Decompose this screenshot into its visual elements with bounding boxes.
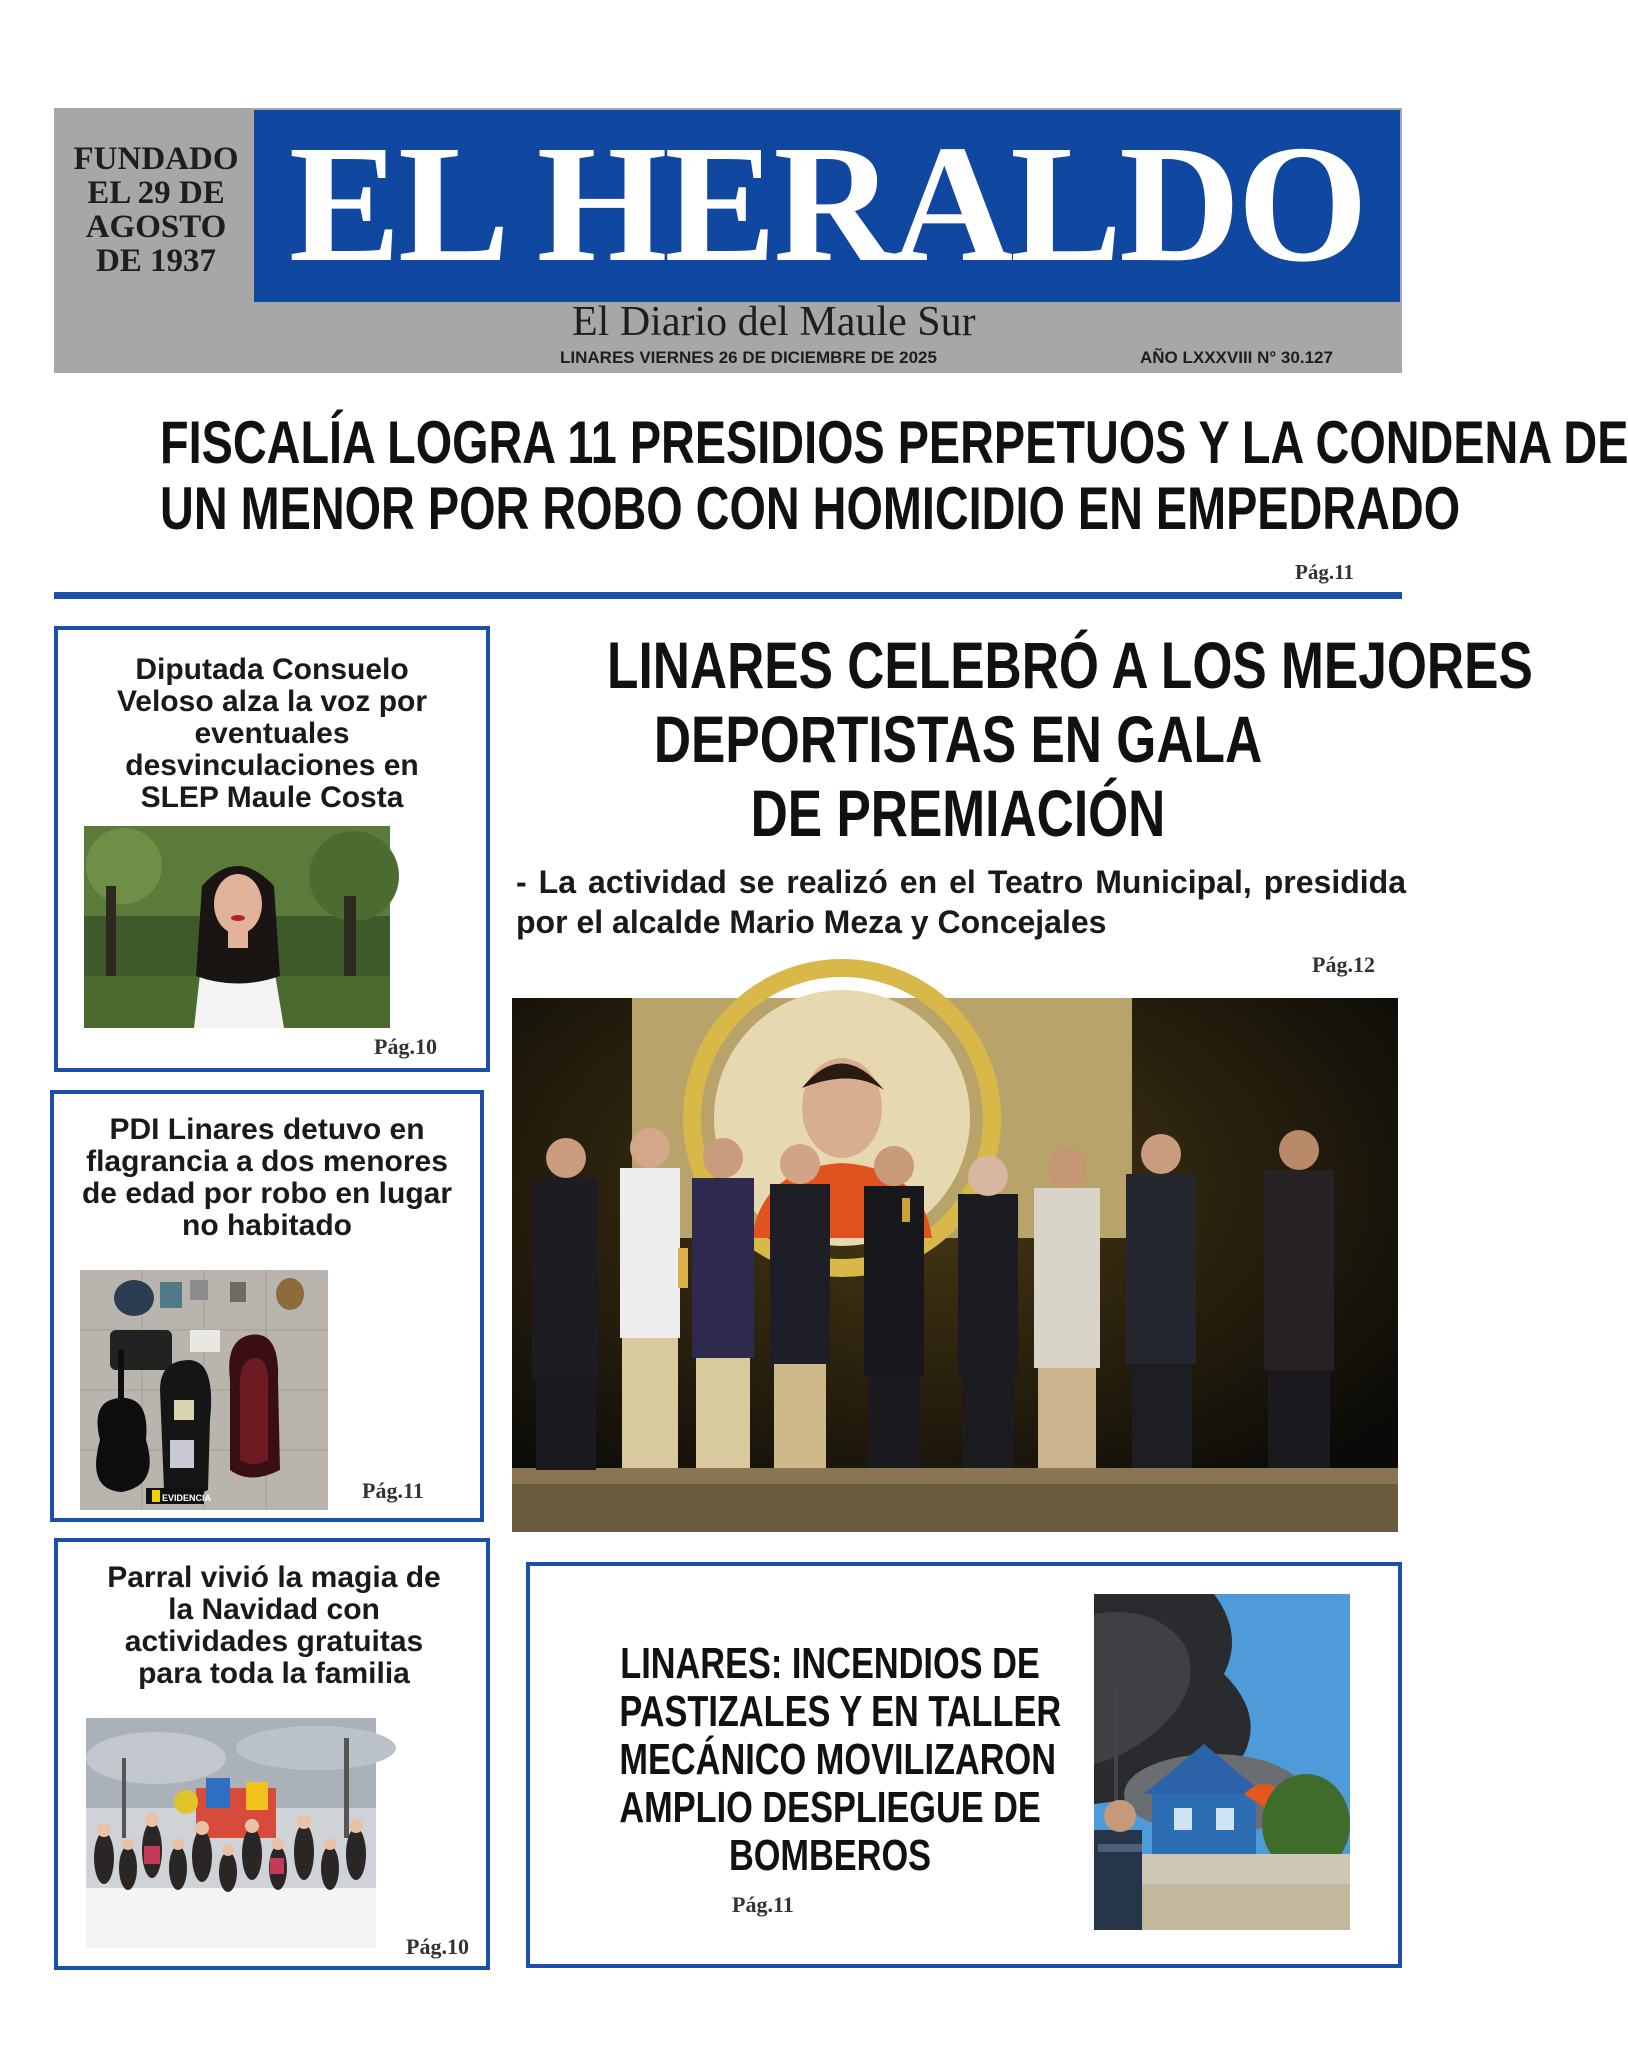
awards-gala-photo-image	[512, 998, 1398, 1532]
story-page-ref: Pág.11	[362, 1478, 424, 1503]
diputada-photo[interactable]	[84, 826, 390, 1028]
lead-headline-line: LINARES CELEBRÓ A LOS MEJORES	[607, 628, 1533, 702]
lead-page-ref: Pág.12	[1312, 952, 1375, 977]
story-headline	[58, 1114, 476, 1242]
story-headline-line: Parral vivió la magia de	[107, 1561, 441, 1594]
awards-gala-photo[interactable]	[512, 998, 1398, 1532]
founded-note	[66, 142, 246, 278]
lead-headline-line: DEPORTISTAS EN GALA	[653, 702, 1263, 776]
story-box-diputada[interactable]	[54, 626, 490, 1072]
parral-photo-image	[86, 1718, 376, 1948]
story-headline-line: actividades gratuitas	[124, 1625, 424, 1658]
founded-line: FUNDADO	[73, 141, 239, 177]
main-headline-line: FISCALÍA LOGRA 11 PRESIDIOS PERPETUOS Y LA CONDENA DE	[160, 409, 1628, 476]
story-headline-line: de edad por robo en lugar	[81, 1177, 453, 1210]
fire-headline-line: MECÁNICO MOVILIZARON	[619, 1735, 1057, 1784]
founded-line: EL 29 DE	[87, 175, 225, 211]
lead-headline-line: DE PREMIACIÓN	[750, 776, 1166, 850]
evidence-stamp: EVIDENCIA	[162, 1493, 212, 1503]
founded-line: AGOSTO	[85, 209, 227, 245]
main-headline[interactable]	[0, 409, 1628, 542]
fire-headline-line: AMPLIO DESPLIEGUE DE	[619, 1783, 1041, 1832]
story-page-ref: Pág.10	[406, 1934, 469, 1959]
story-box-parral[interactable]	[54, 1538, 490, 1970]
fire-headline-line: LINARES: INCENDIOS DE	[620, 1639, 1040, 1688]
story-headline	[68, 1562, 480, 1690]
lead-subhead: - La actividad se realizó en el Teatro Municipal, presidida por el alcalde Mario Meza y Concejales	[516, 864, 1406, 940]
newspaper-nameplate: EL HERALDO	[288, 111, 1366, 297]
fire-page-ref: Pág.11	[732, 1892, 794, 1917]
fire-photo-image	[1094, 1594, 1350, 1930]
fire-headline-line: PASTIZALES Y EN TALLER	[619, 1687, 1062, 1736]
story-headline-line: Diputada Consuelo	[135, 653, 409, 686]
fire-headline[interactable]	[560, 1640, 1100, 1880]
section-divider	[54, 592, 1402, 599]
evidence-photo[interactable]	[80, 1270, 328, 1510]
lead-headline[interactable]	[508, 628, 1533, 850]
main-headline-line: UN MENOR POR ROBO CON HOMICIDIO EN EMPEDRADO	[160, 475, 1461, 542]
story-page-ref: Pág.10	[374, 1034, 437, 1059]
story-headline	[66, 654, 478, 814]
story-box-pdi[interactable]	[50, 1090, 484, 1522]
story-headline-line: la Navidad con	[168, 1593, 380, 1626]
main-story-page-ref: Pág.11	[1295, 560, 1354, 584]
evidence-photo-image	[80, 1270, 328, 1510]
founded-line: DE 1937	[95, 243, 217, 279]
issue-number: AÑO LXXXVIII N° 30.127	[1140, 348, 1333, 367]
story-headline-line: SLEP Maule Costa	[140, 781, 404, 814]
fire-headline-line: BOMBEROS	[728, 1831, 932, 1880]
story-headline-line: PDI Linares detuvo en	[109, 1113, 425, 1146]
diputada-photo-image	[84, 826, 390, 1028]
parral-photo[interactable]	[86, 1718, 376, 1948]
fire-photo[interactable]	[1094, 1594, 1350, 1930]
newspaper-tagline: El Diario del Maule Sur	[572, 299, 976, 345]
story-headline-line: eventuales	[194, 717, 350, 750]
story-headline-line: para toda la familia	[138, 1657, 410, 1690]
issue-dateline: LINARES VIERNES 26 DE DICIEMBRE DE 2025	[560, 348, 937, 367]
story-headline-line: no habitado	[182, 1209, 352, 1242]
story-headline-line: flagrancia a dos menores	[86, 1145, 448, 1178]
story-headline-line: Veloso alza la voz por	[116, 685, 428, 718]
story-headline-line: desvinculaciones en	[125, 749, 419, 782]
